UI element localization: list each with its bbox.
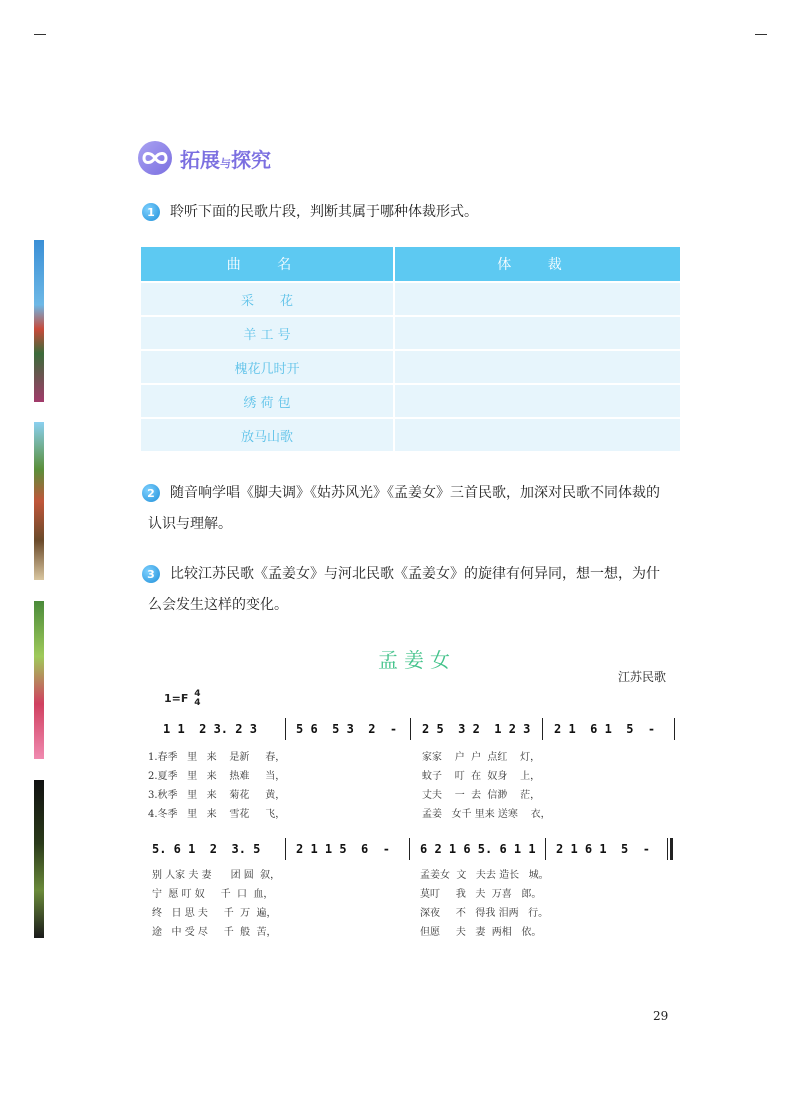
barline: [542, 718, 543, 740]
section-heading: [138, 141, 271, 175]
time-signature-bottom: 4: [194, 698, 201, 708]
genre-answer-cell[interactable]: [395, 419, 680, 451]
question-2-line1: 随音响学唱《脚夫调》《姑苏风光》《孟姜女》三首民歌，加深对民歌不同体裁的: [170, 485, 660, 501]
question-3-line2: 么会发生这样的变化。: [148, 597, 288, 613]
final-barline-thin: [667, 838, 668, 860]
header-song-name: 曲 名: [141, 247, 393, 281]
lyrics-row1-verse1: 1.春季 里 来 是新 春，: [148, 752, 286, 763]
genre-answer-cell[interactable]: [395, 283, 680, 315]
barline: [285, 838, 286, 860]
section-title: 拓展与探究: [180, 147, 271, 172]
notes-row2-measure3: 6 2 1 6 5. 6 1 1: [420, 842, 536, 856]
notes-row1-measure4: 2 1 6 1 5 -: [554, 722, 656, 736]
genre-table: [139, 245, 682, 453]
barline: [545, 838, 546, 860]
question-3-badge: 3: [142, 565, 160, 583]
lyrics-row2b-verse3: 深夜 不 得我 泪两 行。: [420, 908, 549, 919]
lyrics-row1b-verse4: 孟姜 女千 里来 送寒 衣，: [422, 809, 551, 820]
page-number: 29: [653, 1009, 669, 1023]
lyrics-row2-verse4: 途 中 受 尽 千 般 苦，: [152, 927, 277, 938]
edge-photo-3: [34, 601, 44, 759]
lyrics-row1-verse4: 4.冬季 里 来 雪花 飞，: [148, 809, 286, 820]
edge-photo-2: [34, 422, 44, 580]
song-title: 孟姜女: [378, 648, 456, 672]
final-barline-thick: [670, 838, 673, 860]
song-name-cell: 采 花: [141, 283, 393, 315]
song-origin: 江苏民歌: [618, 670, 667, 684]
infinity-icon: [138, 141, 172, 175]
lyrics-row1b-verse3: 丈夫 一 去 信渺 茫，: [422, 790, 541, 801]
notes-row2-measure4: 2 1 6 1 5 -: [556, 842, 650, 856]
notes-row1-measure2: 5 6 5 3 2 -: [296, 722, 398, 736]
header-genre: 体 裁: [395, 247, 680, 281]
lyrics-row1-verse3: 3.秋季 里 来 菊花 黄，: [148, 790, 286, 801]
lyrics-row2b-verse2: 莫叮 我 夫 万喜 郎。: [420, 889, 542, 900]
edge-photo-4: [34, 780, 44, 938]
notes-row2-measure1: 5. 6 1 2 3. 5: [152, 842, 261, 856]
barline: [409, 838, 410, 860]
time-signature-top: 4: [194, 689, 201, 699]
barline: [410, 718, 411, 740]
lyrics-row2b-verse1: 孟姜女 文 夫去 造长 城。: [420, 870, 549, 881]
notes-row2-measure2: 2 1 1 5 6 -: [296, 842, 390, 856]
question-1-text: 聆听下面的民歌片段，判断其属于哪种体裁形式。: [170, 204, 478, 220]
lyrics-row2-verse2: 宁 愿 叮 奴 千 口 血，: [152, 889, 274, 900]
question-2-badge: 2: [142, 484, 160, 502]
question-1-badge: 1: [142, 203, 160, 221]
genre-answer-cell[interactable]: [395, 351, 680, 383]
song-name-cell: 绣 荷 包: [141, 385, 393, 417]
key-signature: 1=F 4 4: [164, 689, 201, 708]
genre-answer-cell[interactable]: [395, 385, 680, 417]
barline: [674, 718, 675, 740]
lyrics-row1b-verse1: 家家 户 户 点红 灯，: [422, 752, 541, 763]
crop-mark-left: [34, 34, 46, 35]
lyrics-row1-verse2: 2.夏季 里 来 热难 当，: [148, 771, 286, 782]
notes-row1-measure3: 2 5 3 2 1 2 3: [422, 722, 531, 736]
question-2-line2: 认识与理解。: [148, 516, 232, 532]
question-3-line1: 比较江苏民歌《孟姜女》与河北民歌《孟姜女》的旋律有何异同，想一想，为什: [170, 566, 660, 582]
song-name-cell: 羊 工 号: [141, 317, 393, 349]
lyrics-row1b-verse2: 蚊子 叮 在 奴身 上，: [422, 771, 541, 782]
lyrics-row2-verse1: 别 人家 夫 妻 团 圆 叙，: [152, 870, 281, 881]
song-name-cell: 放马山歌: [141, 419, 393, 451]
lyrics-row2-verse3: 终 日 思 夫 千 万 遍，: [152, 908, 277, 919]
lyrics-row2b-verse4: 但愿 夫 妻 两相 依。: [420, 927, 542, 938]
barline: [285, 718, 286, 740]
notes-row1-measure1: 1 1 2 3. 2 3: [163, 722, 257, 736]
crop-mark-right: [755, 34, 767, 35]
genre-answer-cell[interactable]: [395, 317, 680, 349]
song-name-cell: 槐花几时开: [141, 351, 393, 383]
edge-photo-1: [34, 240, 44, 402]
